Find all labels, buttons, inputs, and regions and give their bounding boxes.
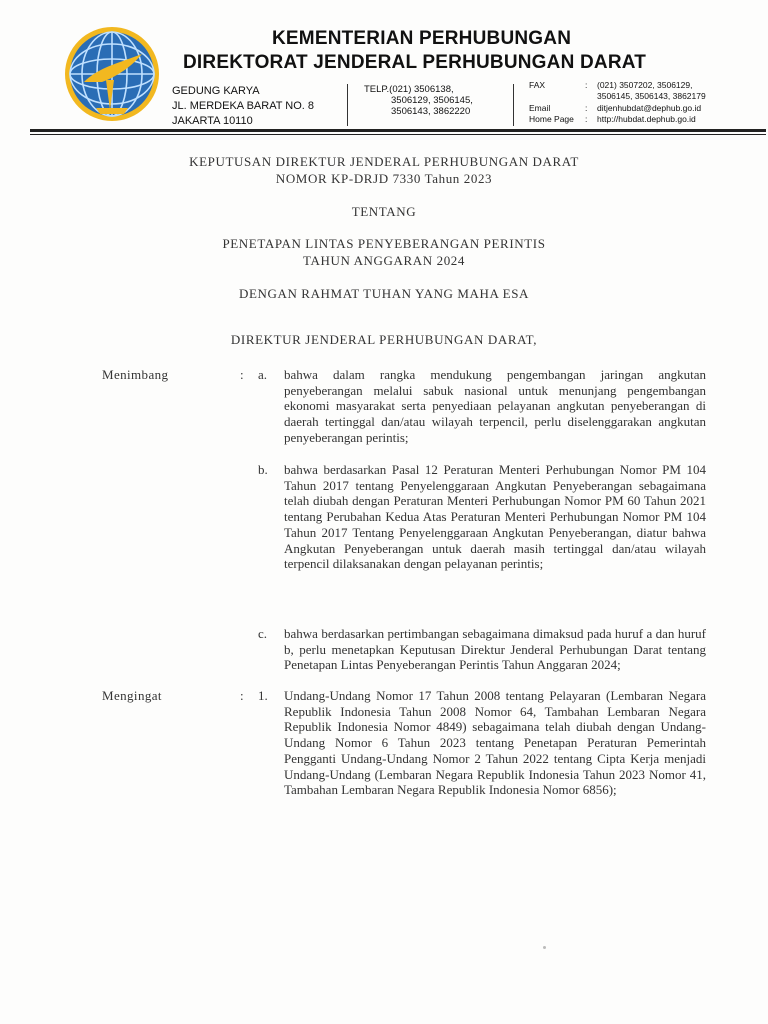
email-label: Email — [529, 103, 551, 113]
rahmat-line: DENGAN RAHMAT TUHAN YANG MAHA ESA — [238, 286, 530, 301]
mengingat-label: Mengingat — [102, 688, 162, 703]
telephone-line: 3506143, 3862220 — [391, 106, 471, 117]
scan-speck — [543, 946, 546, 949]
colon: : — [240, 367, 244, 382]
homepage-url: http://hubdat.dephub.go.id — [597, 114, 696, 124]
ministry-name: KEMENTERIAN PERHUBUNGAN — [272, 28, 572, 49]
colon: : — [240, 688, 244, 703]
colon: : — [585, 80, 588, 90]
legal-basis-paragraph: Undang-Undang Nomor 17 Tahun 2008 tentang Pelayaran (Lembaran Negara Republik Indonesia Tahun 2008 Nomor 64, Tambahan Lembaran Negara Republik Indonesia Nomor 4849) sebagaimana telah diubah dengan Undang-Undang Nomor 6 Tahun 2023 tentang Penetapan Peraturan Pemerintah Pengganti Undang-Undang Nomor 2 Tahun 2022 tentang Cipta Kerja menjadi Undang-Undang (Lembaran Negara Republik Indonesia Tahun 2023 Nomor 41, Tambahan Lembaran Negara Republik Indonesia Nomor 6856); — [284, 688, 706, 798]
address-line: JAKARTA 10110 — [172, 115, 253, 127]
fax-label: FAX — [529, 80, 546, 90]
menimbang-label: Menimbang — [102, 367, 169, 382]
colon: : — [585, 103, 588, 113]
email-address: ditjenhubdat@dephub.go.id — [597, 103, 702, 113]
address-block — [172, 84, 314, 129]
header-rule — [30, 134, 766, 135]
header-rule — [30, 129, 766, 132]
fax-number: (021) 3507202, 3506129, — [597, 80, 693, 90]
directorate-name: DIREKTORAT JENDERAL PERHUBUNGAN DARAT — [183, 52, 647, 73]
divider — [347, 84, 348, 126]
consideration-paragraph: bahwa berdasarkan pertimbangan sebagaimana dimaksud pada huruf a dan huruf b, perlu menetapkan Keputusan Direktur Jenderal Perhubungan Darat tentang Penetapan Lintas Penyeberangan Perintis Tahun Anggaran 2024; — [284, 626, 706, 673]
item-marker: c. — [258, 626, 268, 641]
ministry-of-transportation-logo — [62, 24, 162, 124]
subject-line: TAHUN ANGGARAN 2024 — [302, 253, 466, 268]
colon: : — [585, 114, 588, 124]
decree-title: KEPUTUSAN DIREKTUR JENDERAL PERHUBUNGAN DARAT — [189, 154, 579, 169]
consideration-paragraph: bahwa berdasarkan Pasal 12 Peraturan Menteri Perhubungan Nomor PM 104 Tahun 2017 tentang Penyelenggaraan Angkutan Penyeberangan sebagaimana telah diubah dengan Peraturan Menteri Perhubungan Nomor PM 60 Tahun 2021 tentang Perubahan Kedua Atas Peraturan Menteri Perhubungan Nomor PM 104 Tahun 2017 Tentang Penyelenggaraan Angkutan Penyeberangan, diatur bahwa Angkutan Penyeberangan untuk daerah masih tertinggal dan/atau wilayah terpencil dilaksanakan dengan pelayanan perintis; — [284, 462, 706, 572]
consideration-paragraph: bahwa dalam rangka mendukung pengembangan jaringan angkutan penyeberangan melalui sabuk nasional untuk menunjang pengembangan ekonomi masyarakat serta penyediaan pelayanan angkutan penyeberangan di daerah tertinggal dan/atau wilayah terpencil, perlu diselenggarakan angkutan penyeberangan perintis; — [284, 367, 706, 445]
fax-number: 3506145, 3506143, 3862179 — [597, 91, 706, 101]
homepage-label: Home Page — [529, 114, 574, 124]
item-marker: 1. — [258, 688, 268, 703]
tentang-heading: TENTANG — [351, 204, 417, 219]
decree-number: NOMOR KP-DRJD 7330 Tahun 2023 — [275, 171, 493, 186]
telephone-line: TELP.(021) 3506138, — [364, 84, 454, 95]
item-marker: a. — [258, 367, 268, 382]
divider — [513, 84, 514, 126]
telephone-line: 3506129, 3506145, — [391, 95, 473, 106]
telephone-block — [364, 84, 473, 117]
address-line: GEDUNG KARYA — [172, 85, 260, 97]
official-title: DIREKTUR JENDERAL PERHUBUNGAN DARAT, — [230, 332, 538, 347]
address-line: JL. MERDEKA BARAT NO. 8 — [172, 100, 315, 112]
subject-line: PENETAPAN LINTAS PENYEBERANGAN PERINTIS — [222, 236, 546, 251]
item-marker: b. — [258, 462, 268, 477]
